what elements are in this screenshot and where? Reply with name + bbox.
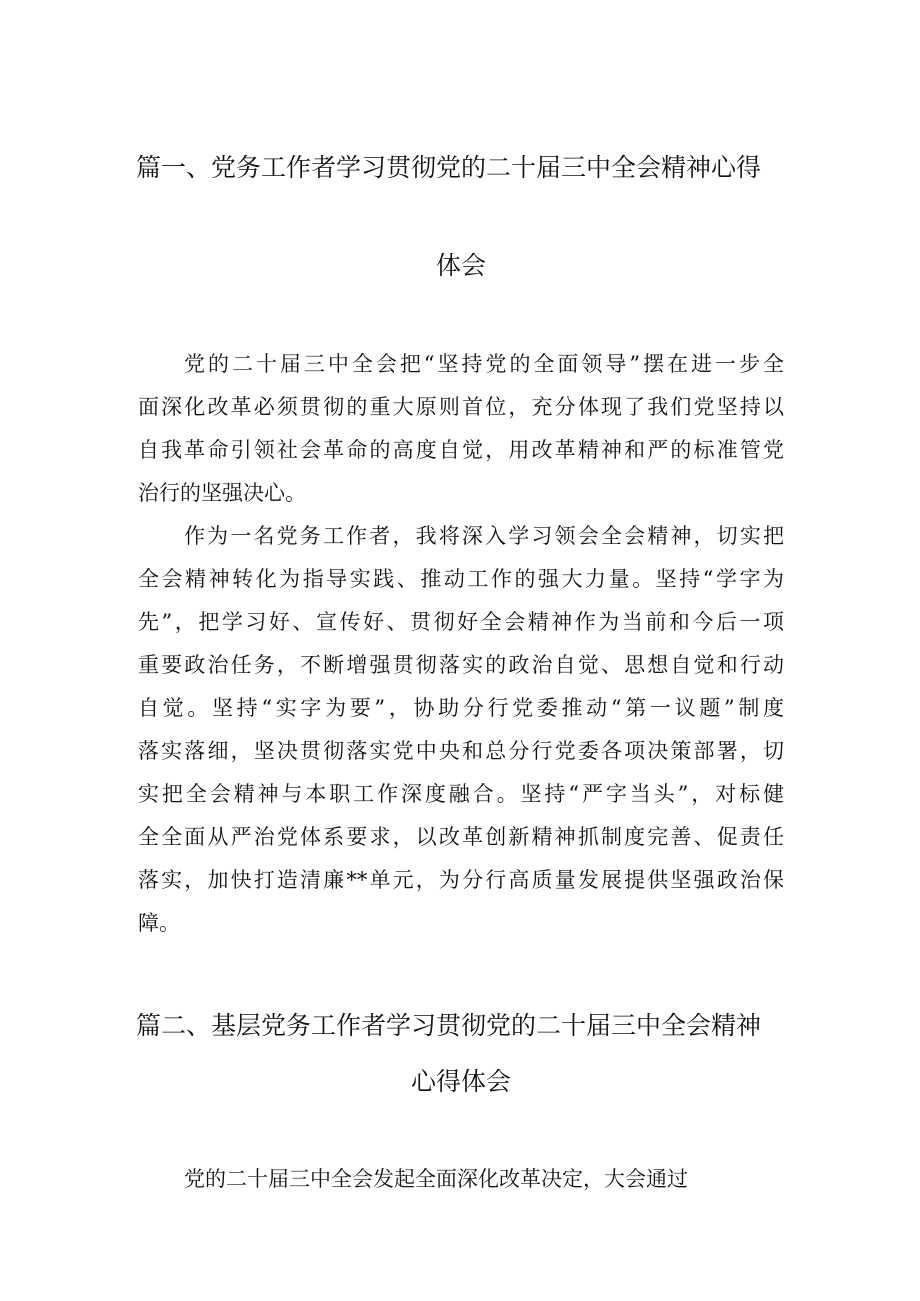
section1-paragraph2-line: 全会精神转化为指导实践、推动工作的强大力量。坚持“学字为 (138, 567, 784, 591)
section1-paragraph1-line: 治行的坚强决心。 (138, 481, 306, 505)
section1-paragraph2-line: 自觉。坚持“实字为要”，协助分行党委推动“第一议题”制度 (138, 696, 784, 720)
section1-paragraph2-line: 障。 (138, 911, 180, 935)
section2-paragraph1-line: 党的二十届三中全会发起全面深化改革决定，大会通过 (184, 1167, 688, 1191)
section1-title-line-1: 篇一、党务工作者学习贯彻党的二十届三中全会精神心得 (136, 153, 762, 182)
section1-paragraph2-line: 重要政治任务，不断增强贯彻落实的政治自觉、思想自觉和行动 (138, 653, 784, 677)
section1-paragraph2-line: 先”，把学习好、宣传好、贯彻好全会精神作为当前和今后一项 (138, 610, 784, 634)
section1-paragraph1-line: 面深化改革必须贯彻的重大原则首位，充分体现了我们党坚持以 (138, 395, 784, 419)
section1-paragraph2-line: 作为一名党务工作者，我将深入学习领会全会精神，切实把 (184, 524, 784, 548)
section2-title-line-1: 篇二、基层党务工作者学习贯彻党的二十届三中全会精神 (136, 1011, 762, 1040)
section1-title-line-2: 体会 (436, 251, 487, 280)
section1-paragraph1-line: 党的二十届三中全会把“坚持党的全面领导”摆在进一步全 (184, 352, 784, 376)
section1-paragraph2-line: 落实，加快打造清廉**单元，为分行高质量发展提供坚强政治保 (138, 868, 784, 892)
section1-paragraph2-line: 全全面从严治党体系要求，以改革创新精神抓制度完善、促责任 (138, 825, 784, 849)
section1-paragraph2-line: 实把全会精神与本职工作深度融合。坚持“严字当头”，对标健 (138, 782, 784, 806)
section1-paragraph1-line: 自我革命引领社会革命的高度自觉，用改革精神和严的标准管党 (138, 438, 784, 462)
section2-title-line-2: 心得体会 (411, 1067, 512, 1096)
section1-paragraph2-line: 落实落细，坚决贯彻落实党中央和总分行党委各项决策部署，切 (138, 739, 784, 763)
